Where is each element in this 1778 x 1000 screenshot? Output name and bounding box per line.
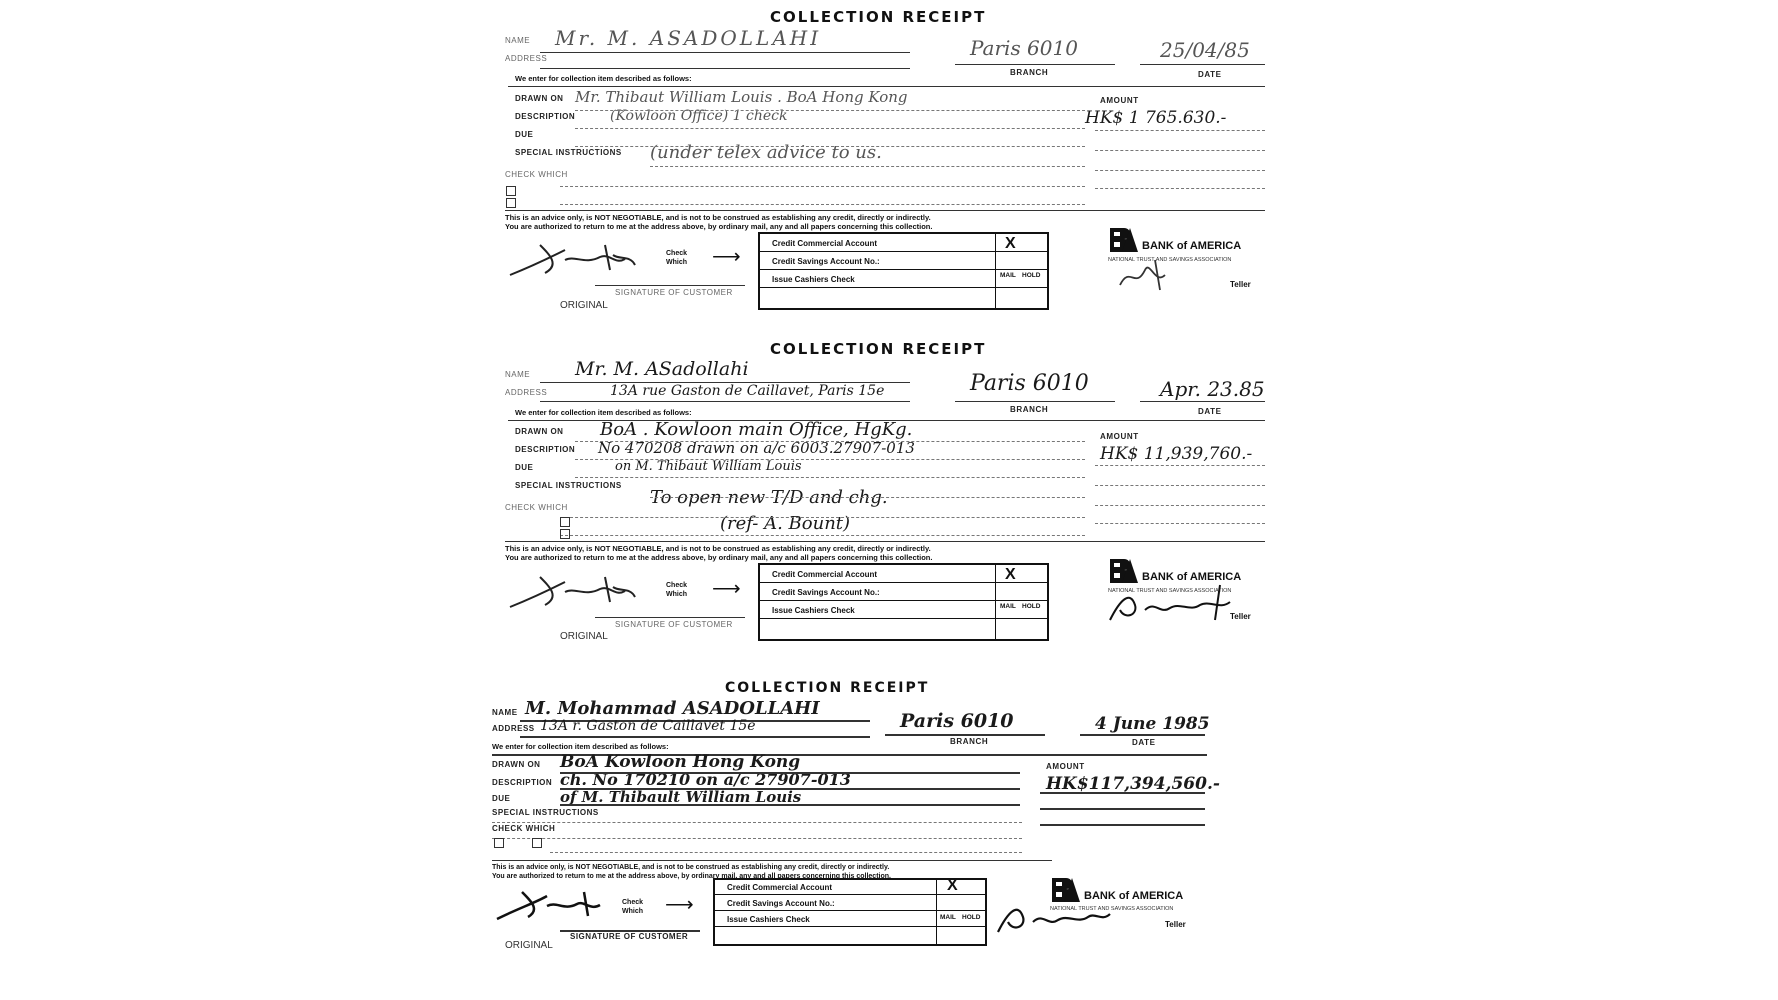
hold-label: HOLD (1022, 272, 1041, 279)
bank-subtitle: NATIONAL TRUST AND SAVINGS ASSOCIATION (1108, 257, 1232, 263)
branch-value: Paris 6010 (970, 371, 1089, 396)
special-value: (under telex advice to us. (650, 142, 882, 163)
customer-signature (505, 235, 645, 285)
form-line (575, 477, 1085, 478)
check-which-text: Check Which (666, 582, 688, 598)
drawn-on-label: DRAWN ON (492, 760, 541, 769)
checkbox-np[interactable] (560, 529, 570, 539)
special-label: SPECIAL INSTRUCTIONS (515, 148, 622, 157)
name-line (540, 52, 910, 53)
box-row (760, 600, 1047, 601)
customer-signature (505, 567, 645, 617)
check-which-label: CHECK WHICH (505, 503, 568, 512)
due-value: of M. Thibault William Louis (560, 788, 802, 806)
box-row (760, 251, 1047, 252)
check-which-label: CHECK WHICH (505, 170, 568, 179)
form-line (560, 186, 1085, 187)
fine-print-2: You are authorized to return to me at the address above, by ordinary mail, any and all papers concerning this collection. (492, 873, 891, 880)
form-line (560, 517, 1085, 518)
form-line (492, 838, 1022, 839)
description-label: DESCRIPTION (515, 112, 576, 121)
amount-line (1095, 505, 1265, 506)
selected-mark: X (947, 877, 958, 894)
address-label: ADDRESS (505, 388, 548, 397)
description-value: ch. No 170210 on a/c 27907-013 (560, 770, 851, 789)
date-label: DATE (1198, 70, 1222, 79)
option-issue-cashiers[interactable]: Issue Cashiers Check (727, 915, 810, 924)
original-label: ORIGINAL (560, 631, 608, 642)
fine-print-1: This is an advice only, is NOT NEGOTIABLE, and is not to be construed as establishing any credit, directly or indirectly. (505, 213, 931, 222)
selected-mark: X (1005, 235, 1016, 252)
date-label: DATE (1132, 738, 1156, 747)
amount-line (1095, 130, 1265, 131)
date-value: 4 June 1985 (1095, 714, 1210, 734)
branch-label: BRANCH (950, 737, 989, 746)
hold-label: HOLD (962, 914, 981, 921)
signature-line (595, 617, 745, 618)
option-credit-commercial[interactable]: Credit Commercial Account (772, 570, 878, 579)
box-col (995, 565, 996, 639)
teller-signature (990, 894, 1120, 939)
name-label: NAME (505, 36, 531, 45)
form-line (560, 804, 1020, 806)
bank-name: BANK of AMERICA (1142, 240, 1242, 252)
checkbox-fp[interactable] (494, 838, 504, 848)
branch-line (955, 401, 1115, 402)
due-label: DUE (515, 130, 534, 139)
amount-label: AMOUNT (1046, 762, 1085, 771)
intro-text: We enter for collection item described as follows: (515, 408, 692, 417)
form-line (575, 110, 1085, 111)
special-value: To open new T/D and chg. (650, 487, 888, 508)
description-value: No 470208 drawn on a/c 6003.27907-013 (598, 439, 915, 457)
instruction-box (758, 232, 1049, 310)
option-credit-commercial[interactable]: Credit Commercial Account (727, 883, 833, 892)
bank-of-america-logo-icon (1108, 226, 1140, 254)
amount-label: AMOUNT (1100, 432, 1139, 441)
box-col (936, 880, 937, 944)
customer-name: Mr. M. ASADOLLAHI (555, 26, 822, 50)
box-row (760, 269, 1047, 270)
original-label: ORIGINAL (560, 300, 608, 311)
drawn-on-value: BoA . Kowloon main Office, HgKg. (600, 419, 913, 440)
date-value: 25/04/85 (1160, 38, 1250, 62)
date-line (1140, 64, 1265, 65)
form-line (560, 772, 1020, 774)
form-line (560, 788, 1020, 790)
branch-line (955, 64, 1115, 65)
fine-rule (492, 860, 1052, 861)
check-which-label: CHECK WHICH (492, 824, 556, 833)
date-label: DATE (1198, 407, 1222, 416)
fine-print-1: This is an advice only, is NOT NEGOTIABLE, and is not to be construed as establishing any credit, directly or indirectly. (505, 544, 931, 553)
amount-line (1095, 485, 1265, 486)
form-line (492, 822, 1022, 823)
name-label: NAME (505, 370, 531, 379)
customer-address: 13A rue Gaston de Caillavet, Paris 15e (610, 383, 885, 399)
teller-label: Teller (1230, 280, 1251, 289)
amount-line (1095, 150, 1265, 151)
form-line (650, 166, 1085, 167)
amount-line (1095, 465, 1265, 466)
amount-line (1095, 170, 1265, 171)
option-credit-savings[interactable]: Credit Savings Account No.: (772, 588, 880, 597)
teller-signature (1115, 255, 1205, 295)
form-line (575, 459, 1085, 460)
due-label: DUE (515, 463, 534, 472)
branch-label: BRANCH (1010, 405, 1049, 414)
box-col (995, 234, 996, 308)
hold-label: HOLD (1022, 603, 1041, 610)
address-line (540, 401, 910, 402)
date-line (1080, 734, 1205, 736)
bank-subtitle: NATIONAL TRUST AND SAVINGS ASSOCIATION (1108, 588, 1232, 594)
checkbox-fp[interactable] (560, 517, 570, 527)
amount-line (1040, 808, 1205, 810)
box-row (760, 618, 1047, 619)
name-label: NAME (492, 708, 518, 717)
box-row (715, 894, 985, 895)
form-line (560, 535, 1085, 536)
option-credit-savings[interactable]: Credit Savings Account No.: (727, 899, 835, 908)
due-label: DUE (492, 794, 511, 803)
date-line (1140, 401, 1265, 402)
mail-label: MAIL (940, 914, 956, 921)
amount-value: HK$ 11,939,760.- (1100, 444, 1253, 464)
fine-print-2: You are authorized to return to me at the address above, by ordinary mail, any and all papers concerning this collection. (505, 222, 933, 231)
option-credit-savings[interactable]: Credit Savings Account No.: (772, 257, 880, 266)
address-line (520, 736, 870, 738)
date-value: Apr. 23.85 (1160, 377, 1265, 401)
teller-signature (1100, 580, 1250, 630)
collection-receipt-2 (0, 335, 1778, 665)
bank-subtitle: NATIONAL TRUST AND SAVINGS ASSOCIATION (1050, 906, 1174, 912)
special-label: SPECIAL INSTRUCTIONS (515, 481, 622, 490)
branch-value: Paris 6010 (900, 710, 1014, 732)
form-line (550, 852, 1022, 853)
instruction-box (713, 878, 987, 946)
due-value: on M. Thibaut William Louis (615, 459, 802, 474)
drawn-on-label: DRAWN ON (515, 427, 564, 436)
amount-value: HK$117,394,560.- (1046, 774, 1220, 794)
special-label: SPECIAL INSTRUCTIONS (492, 808, 599, 817)
original-label: ORIGINAL (505, 940, 553, 951)
address-line (540, 68, 910, 69)
bank-name: BANK of AMERICA (1084, 890, 1184, 902)
instruction-box (758, 563, 1049, 641)
box-row (715, 926, 985, 927)
amount-value: HK$ 1 765.630.- (1085, 108, 1227, 128)
form-line (560, 204, 1085, 205)
option-issue-cashiers[interactable]: Issue Cashiers Check (772, 275, 855, 284)
amount-line (1040, 824, 1205, 826)
check-which-text: Check Which (666, 250, 688, 266)
checkbox-np[interactable] (506, 198, 516, 208)
form-line (575, 128, 1085, 129)
bank-name: BANK of AMERICA (1142, 571, 1242, 583)
intro-text: We enter for collection item described as follows: (515, 74, 692, 83)
header-rule (508, 86, 1265, 87)
customer-name: M. Mohammad ASADOLLAHI (525, 698, 820, 719)
amount-line (1040, 792, 1205, 794)
arrow-icon: ⟶ (665, 894, 694, 916)
signature-label: SIGNATURE OF CUSTOMER (570, 932, 689, 941)
branch-value: Paris 6010 (970, 36, 1078, 60)
description-value: (Kowloon Office) 1 check (610, 108, 788, 124)
arrow-icon: ⟶ (712, 246, 741, 268)
mail-label: MAIL (1000, 272, 1016, 279)
customer-name: Mr. M. ASadollahi (575, 358, 749, 380)
form-line (650, 497, 1085, 498)
signature-line (595, 285, 745, 286)
fine-rule (505, 210, 1265, 211)
drawn-on-value: BoA Kowloon Hong Kong (560, 752, 801, 772)
address-label: ADDRESS (492, 724, 535, 733)
fine-rule (505, 541, 1265, 542)
receipt-title: COLLECTION RECEIPT (725, 680, 930, 696)
receipt-title: COLLECTION RECEIPT (770, 8, 987, 26)
customer-address: 13A r. Gaston de Caillavet 15e (540, 718, 756, 734)
special-value-2: (ref- A. Bount) (720, 513, 851, 534)
amount-label: AMOUNT (1100, 96, 1139, 105)
signature-label: SIGNATURE OF CUSTOMER (615, 620, 733, 629)
selected-mark: X (1005, 566, 1016, 583)
description-label: DESCRIPTION (492, 778, 553, 787)
fine-print-1: This is an advice only, is NOT NEGOTIABLE, and is not to be construed as establishing any credit, directly or indirectly. (492, 864, 890, 871)
box-row (715, 910, 985, 911)
teller-label: Teller (1230, 612, 1251, 621)
intro-text: We enter for collection item described as follows: (492, 742, 669, 751)
collection-receipt-1 (0, 0, 1778, 330)
form-line (575, 441, 1085, 442)
drawn-on-value: Mr. Thibaut William Louis . BoA Hong Kong (575, 88, 908, 106)
checkbox-fp[interactable] (506, 186, 516, 196)
arrow-icon: ⟶ (712, 578, 741, 600)
branch-label: BRANCH (1010, 68, 1049, 77)
form-line (575, 146, 1085, 147)
checkbox-np[interactable] (532, 838, 542, 848)
description-label: DESCRIPTION (515, 445, 576, 454)
mail-label: MAIL (1000, 603, 1016, 610)
amount-line (1095, 188, 1265, 189)
fine-print-2: You are authorized to return to me at the address above, by ordinary mail, any and all papers concerning this collection. (505, 553, 933, 562)
collection-receipt-3 (0, 672, 1778, 1000)
teller-label: Teller (1165, 920, 1186, 929)
branch-line (885, 734, 1045, 736)
receipt-title: COLLECTION RECEIPT (770, 340, 987, 358)
box-row (760, 287, 1047, 288)
customer-signature (492, 884, 612, 929)
amount-line (1095, 523, 1265, 524)
check-which-text: Check Which (622, 899, 644, 915)
box-row (760, 582, 1047, 583)
option-issue-cashiers[interactable]: Issue Cashiers Check (772, 606, 855, 615)
address-label: ADDRESS (505, 54, 548, 63)
option-credit-commercial[interactable]: Credit Commercial Account (772, 239, 878, 248)
drawn-on-label: DRAWN ON (515, 94, 564, 103)
signature-label: SIGNATURE OF CUSTOMER (615, 288, 733, 297)
